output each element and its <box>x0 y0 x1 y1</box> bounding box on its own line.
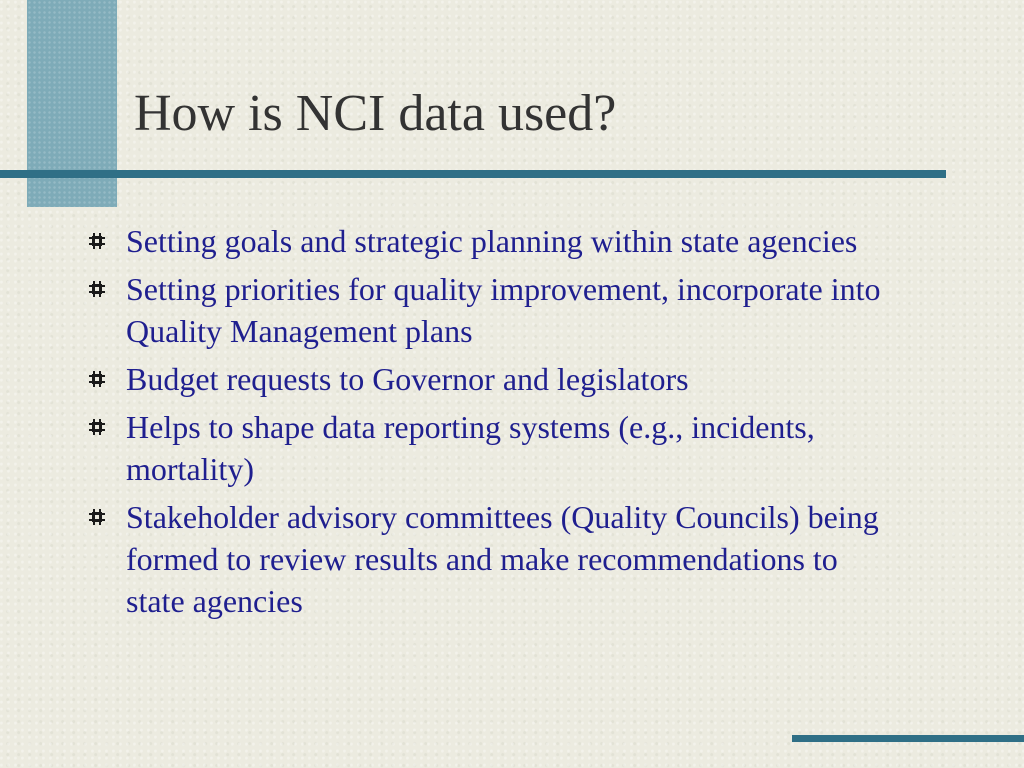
hash-square-bullet-icon <box>88 280 106 298</box>
bullet-list <box>88 220 888 628</box>
bullet-text: Setting goals and strategic planning within state agencies <box>126 223 858 259</box>
title-rule <box>0 170 946 178</box>
hash-square-bullet-icon <box>88 232 106 250</box>
bullet-item <box>88 496 888 622</box>
bottom-rule <box>792 735 1024 742</box>
hash-square-bullet-icon <box>88 370 106 388</box>
bullet-item <box>88 358 888 400</box>
bullet-text: Setting priorities for quality improvement, incorporate into Quality Management plans <box>126 271 881 349</box>
slide-title: How is NCI data used? <box>134 85 617 142</box>
bullet-item <box>88 268 888 352</box>
hash-square-bullet-icon <box>88 418 106 436</box>
bullet-item <box>88 406 888 490</box>
hash-square-bullet-icon <box>88 508 106 526</box>
bullet-item <box>88 220 888 262</box>
bullet-text: Helps to shape data reporting systems (e.g., incidents, mortality) <box>126 409 815 487</box>
bullet-text: Budget requests to Governor and legislators <box>126 361 689 397</box>
bullet-text: Stakeholder advisory committees (Quality Councils) being formed to review results and make recommendations to state agencies <box>126 499 879 619</box>
